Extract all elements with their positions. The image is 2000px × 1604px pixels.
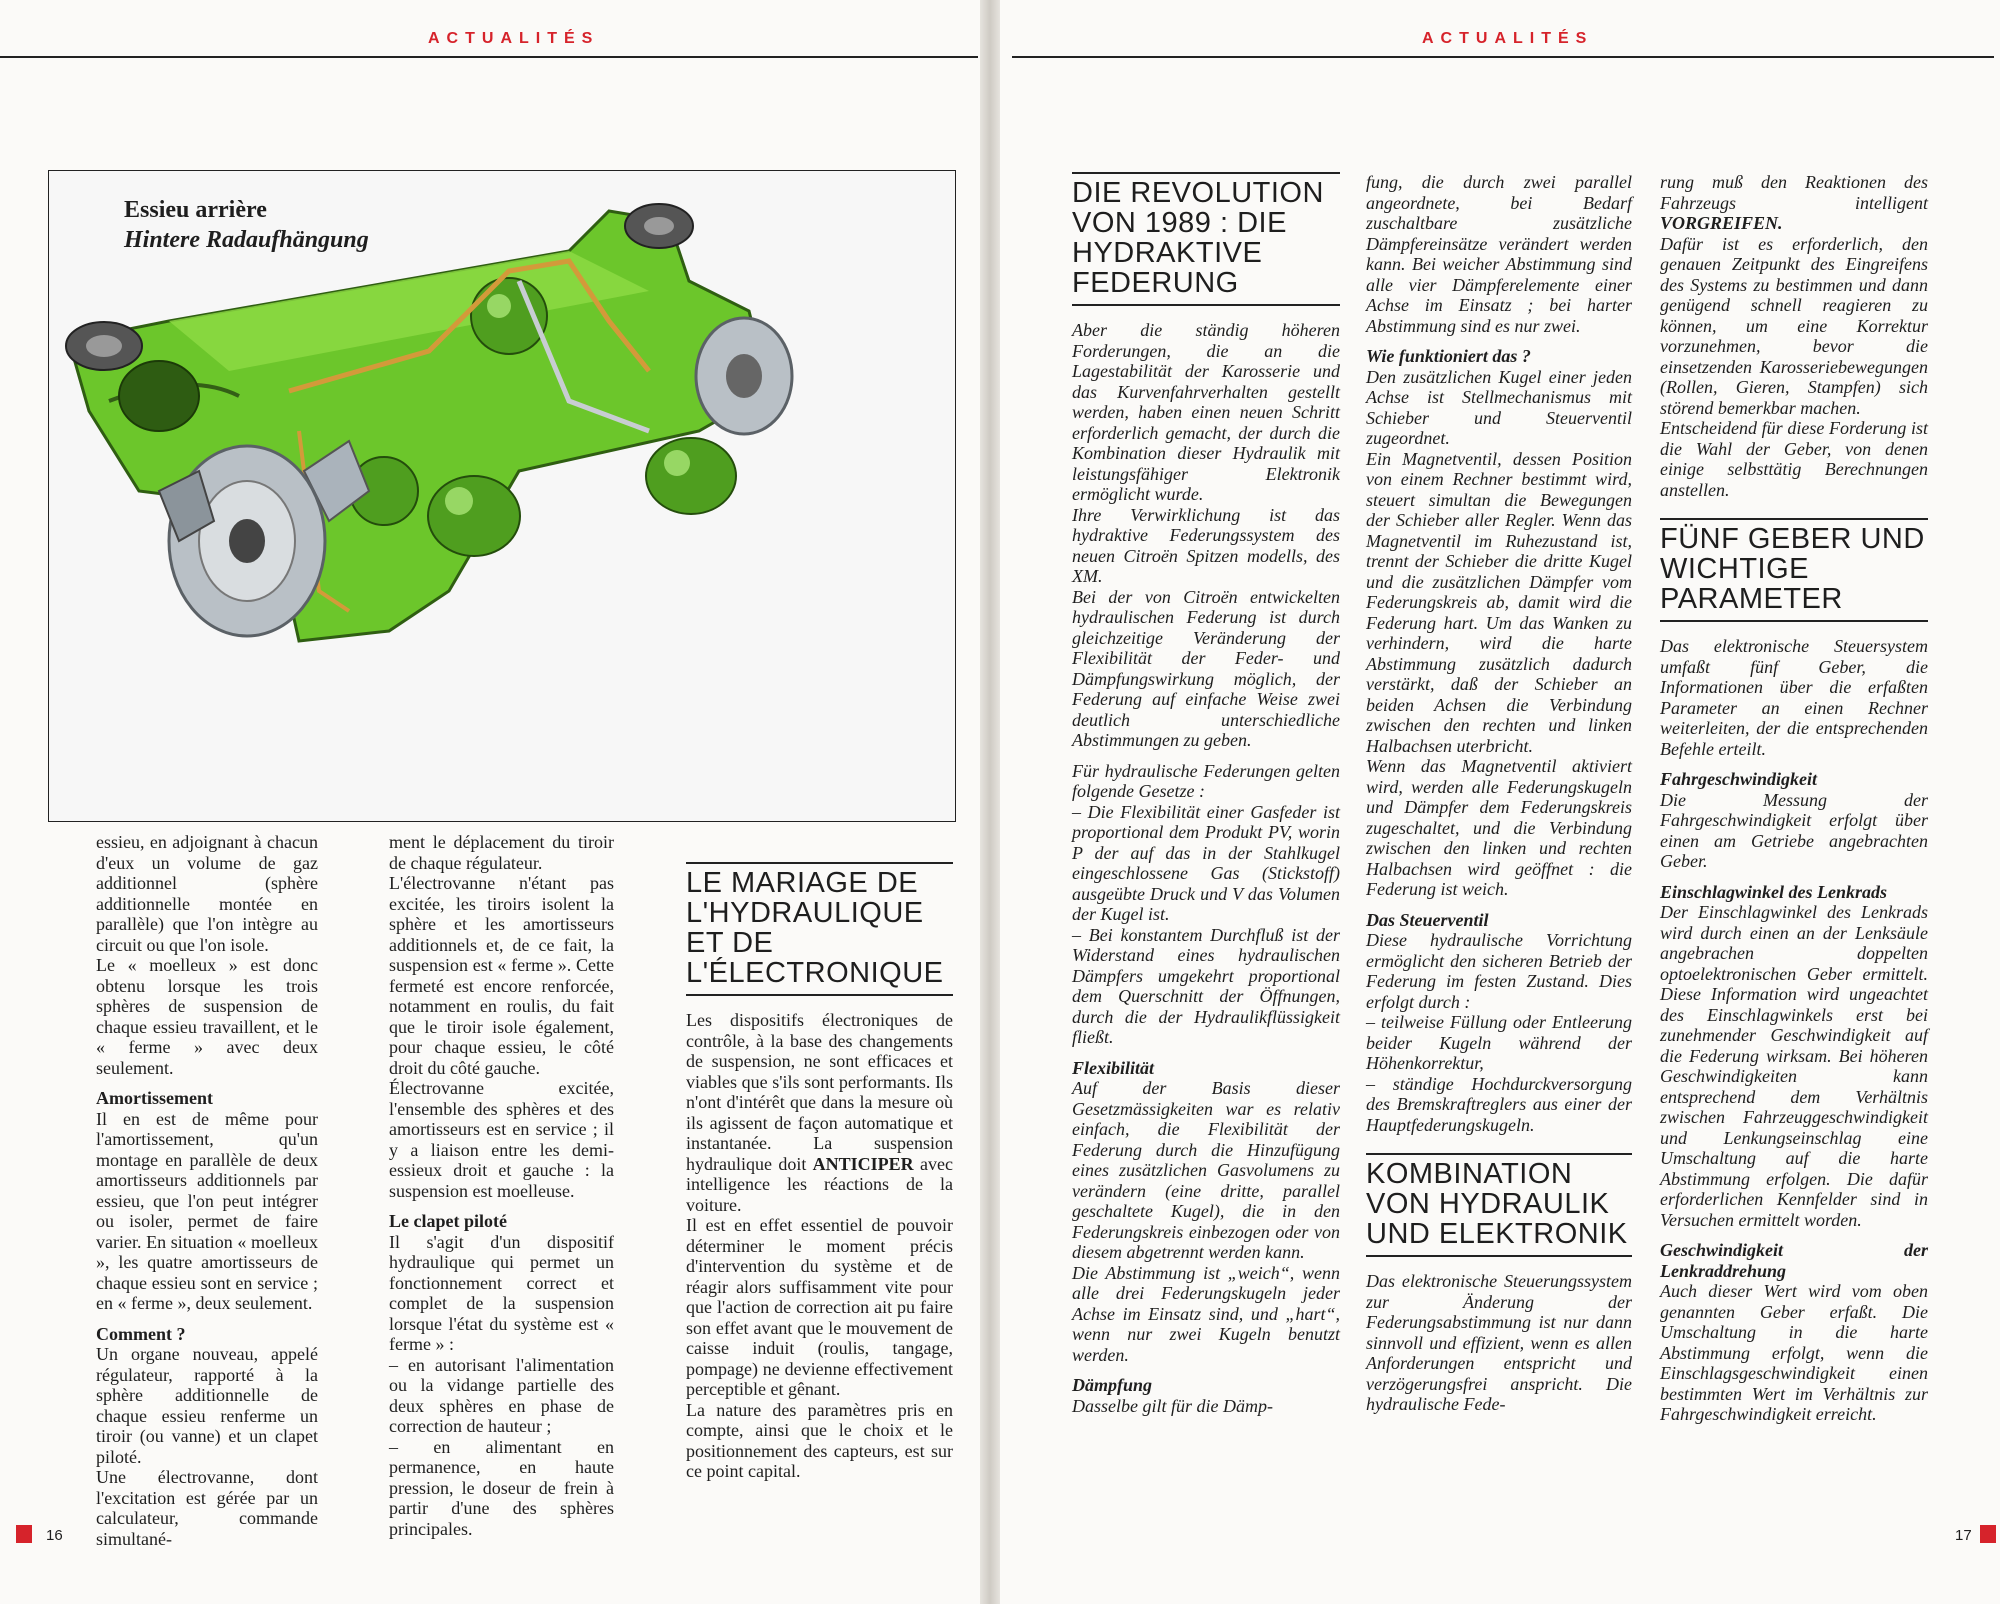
right-mount-center xyxy=(644,217,674,235)
subheading-einschlagwinkel: Einschlagwinkel des Lenkrads xyxy=(1660,881,1888,902)
paragraph: Électrovanne excitée, l'ensemble des sphères et des amortisseurs est en service ; il y a liaison entre les demi-essieux droit et gauche : la suspension est moelleuse. xyxy=(389,1078,614,1201)
header-rule-right xyxy=(1012,56,1994,58)
paragraph: Il est en effet essentiel de pouvoir déterminer le moment précis d'intervention du système et de réagir alors suffisamment vite pour que l'action de correction ait pu faire son effet avant que le mouvement de caisse induit (roulis, tangage, pompage) ne devienne effectivement perceptible et gênant. xyxy=(686,1215,953,1399)
paragraph: Diese hydraulische Vorrichtung ermöglicht den sicheren Betrieb der Federung im festen Zustand. Dies erfolgt durch : xyxy=(1366,930,1632,1012)
left-mount-center xyxy=(86,335,122,357)
paragraph: essieu, en adjoignant à chacun d'eux un volume de gaz additionnel (sphère additionnelle montée en parallèle) que l'on intègre au circuit ou que l'on isole. xyxy=(96,832,318,955)
subheading-steuerventil: Das Steuerventil xyxy=(1366,909,1489,930)
paragraph: Une électrovanne, dont l'excitation est gérée par un calculateur, commande simultané- xyxy=(96,1467,318,1549)
figure-title: Essieu arrière xyxy=(124,197,267,223)
paragraph: ment le déplacement du tiroir de chaque régulateur. xyxy=(389,832,614,873)
paragraph: Bei der von Citroën entwickelten hydraulischen Federung ist durch gleichzeitige Veränderung der Flexibilität der Feder- und Dämpfungswirkung möglich, der Federung auf einfache Weise zwei deutlich unterschiedliche Abstimmungen zu geben. xyxy=(1072,586,1340,750)
paragraph: Den zusätzlichen Kugel einer jeden Achse ist Stellmechanismus mit Schieber und Steuerventil zugeordnet. xyxy=(1366,366,1632,448)
left-col-1 xyxy=(96,832,318,1549)
paragraph: L'électrovanne n'étant pas excitée, les tiroirs isolent la sphère et les amortisseurs additionnels et, de ce fait, la suspension est « ferme ». Cette fermeté est encore renforcée, notamment en roulis, du fait que le tiroir isole également, pour chaque essieu, le côté droit du côté gauche. xyxy=(389,873,614,1078)
subheading-clapet-pilote: Le clapet piloté xyxy=(389,1211,507,1231)
sphere-2 xyxy=(646,438,736,514)
emphasis-vorgreifen: VORGREIFEN. xyxy=(1660,213,1783,233)
emphasis-anticiper: ANTICIPER xyxy=(812,1153,914,1174)
page-left xyxy=(0,0,980,1604)
running-header-right: ACTUALITÉS xyxy=(1422,30,1594,47)
section-title-fuenf-geber: FÜNF GEBER UND WICHTIGE PARAMETER xyxy=(1660,518,1928,622)
paragraph: Il s'agit d'un dispositif hydraulique qui permet un fonctionnement correct et complet de la suspension lorsque l'état du système est « ferme » : xyxy=(389,1231,614,1354)
paragraph: Ihre Verwirklichung ist das hydraktive Federungssystem des neuen Citroën Spitzen modells, des XM. xyxy=(1072,504,1340,586)
page-number-right: 17 xyxy=(1955,1527,1972,1544)
paragraph: – Bei konstantem Durchfluß ist der Widerstand eines hydraulischen Dämpfers umgekehrt proportional dem Querschnitt der Öffnungen, durch die der Hydraulikflüssigkeit fließt. xyxy=(1072,924,1340,1047)
paragraph: – Die Flexibilität einer Gasfeder ist proportional dem Produkt PV, worin P der auf das in der Stahlkugel eingeschlossene Gas (Stickstoff) ausgeübte Druck und V das Volumen der Kugel ist. xyxy=(1072,801,1340,924)
paragraph: Ein Magnetventil, dessen Position von einem Rechner bestimmt wird, steuert simultan die Bewegungen der Schieber aller Regler. Wenn das Magnetventil im Ruhezustand ist, trennt der Schieber die dritte Kugel und die zusätzlichen Dämpfer vom Federungskreis ab, damit wird die Federung hart. Um das Wanken zu verhindern, wird die harte Abstimmung zusätzlich dadurch verstärkt, daß der Schieber an beiden Achsen die Verbindung zwischen den rechten und linken Halbachsen uterbricht. xyxy=(1366,448,1632,756)
paragraph: Auf der Basis dieser Gesetzmässigkeiten war es relativ einfach, die Flexibilität der Federung durch die Hinzufügung eines zusätzlichen Gasvolumens zu verändern (eine dritte, parallel geschaltete Kugel), die in den Federungskreis einbezogen oder von diesem abgetrennt werden kann. xyxy=(1072,1078,1340,1262)
paragraph: Les dispositifs électroniques de contrôle, à la base des changements de suspension, ne sont efficaces et viables que s'ils sont performants. Ils n'ont d'intérêt que dans la mesure où ils agissent de façon automatique et instantanée. La suspension hydraulique doit ANTICIPER avec intelligence les réactions de la voiture. xyxy=(686,1010,953,1215)
rear-axle-illustration xyxy=(48,170,956,822)
right-col-3 xyxy=(1660,172,1928,1425)
subheading-lenkraddrehung: Geschwindigkeit der Lenkraddrehung xyxy=(1660,1240,1928,1281)
page-number-left: 16 xyxy=(46,1527,63,1544)
figure-subtitle: Hintere Radaufhängung xyxy=(124,227,369,253)
page-right xyxy=(1000,0,2000,1604)
subheading-amortissement: Amortissement xyxy=(96,1088,213,1108)
header-rule-left xyxy=(0,56,978,58)
paragraph: Dasselbe gilt für die Dämp- xyxy=(1072,1395,1273,1416)
running-header-left: ACTUALITÉS xyxy=(428,30,600,47)
paragraph: fung, die durch zwei parallel angeordnete, bei Bedarf zuschaltbare zusätzliche Dämpfereinsätze verändert werden kann. Bei weicher Abstimmung sind alle vier Dämpferelemente einer Achse im Einsatz ; bei harter Abstimmung sind es nur zwei. xyxy=(1366,172,1632,336)
paragraph: Die Messung der Fahrgeschwindigkeit erfolgt über einen am Getriebe angebrachten Geber. xyxy=(1660,789,1928,871)
page-marker-right xyxy=(1980,1525,1996,1543)
axle-drawing xyxy=(49,171,955,821)
paragraph: Wenn das Magnetventil aktiviert wird, werden alle Federungskugeln und Dämpfer dem Federungskreis zugeschaltet, und die Verbindung zwischen den linken und rechten Halbachsen wird geöffnet : die Federung ist weich. xyxy=(1366,756,1632,899)
page-marker-left xyxy=(16,1525,32,1543)
subheading-flexibilitaet: Flexibilität xyxy=(1072,1057,1155,1078)
right-col-1 xyxy=(1072,172,1340,1416)
paragraph: – en alimentant en permanence, en haute pression, le doseur de frein à partir d'une des sphères principales. xyxy=(389,1436,614,1539)
paragraph: Der Einschlagwinkel des Lenkrads wird durch einen an der Lenksäule angebrachen doppelten optoelektronischen Geber ermittelt. Diese Information wird ungeachtet des Einschlagwinkels erst bei zunehmender Geschwindigkeit auf die Federung wirksam. Bei höheren Geschwindigkeiten kann entsprechend dem Verhältnis zwischen Fahrzeuggeschwindigkeit und Lenkungseinschlag eine Umschaltung auf die harte Abstimmung erfolgen. Die dafür erforderlichen Kennfelder sind in Versuchen ermittelt worden. xyxy=(1660,902,1928,1230)
paragraph: – teilweise Füllung oder Entleerung beider Kugeln während der Höhenkorrektur, xyxy=(1366,1012,1632,1073)
paragraph: Un organe nouveau, appelé régulateur, rapporté à la sphère additionnelle de chaque essieu renferme un tiroir (ou vanne) et un clapet piloté. xyxy=(96,1344,318,1467)
subheading-fahrgeschwindigkeit: Fahrgeschwindigkeit xyxy=(1660,769,1818,789)
right-hub xyxy=(726,354,762,398)
book-gutter xyxy=(980,0,1000,1604)
left-arm-bore xyxy=(119,361,199,431)
section-title-mariage: LE MARIAGE DE L'HYDRAULIQUE ET DE L'ÉLECTRONIQUE xyxy=(686,862,953,996)
paragraph: Entscheidend für diese Forderung ist die Wahl der Geber, von denen einige selbsttätig Berechnungen anstellen. xyxy=(1660,418,1928,500)
subheading-daempfung: Dämpfung xyxy=(1072,1375,1153,1395)
paragraph: Das elektronische Steuersystem umfaßt fünf Geber, die Informationen über die erfaßten Parameter an einen Rechner weiterleiten, der die entsprechenden Befehle erteilt. xyxy=(1660,636,1928,759)
sphere-4 xyxy=(428,476,520,556)
paragraph: – ständige Hochdurckversorgung des Bremskraftreglers aus einer der Hauptfederungskugeln. xyxy=(1366,1073,1632,1135)
left-hub xyxy=(229,519,265,563)
subheading-wie-funktioniert: Wie funktioniert das ? xyxy=(1366,346,1531,366)
paragraph: Aber die ständig höheren Forderungen, die an die Lagestabilität der Karosserie und das Kurvenfahrverhalten gestellt werden, haben einen neuen Schritt erforderlich gemacht, der durch die Kombination dieser Hydraulik mit leistungsfähiger Elektronik ermöglicht wurde. xyxy=(1072,320,1340,504)
paragraph: Le « moelleux » est donc obtenu lorsque les trois sphères de suspension de chaque essieu travaillent, et le « ferme » avec deux seulement. xyxy=(96,955,318,1078)
section-title-kombination: KOMBINATION VON HYDRAULIK UND ELEKTRONIK xyxy=(1366,1153,1632,1257)
paragraph: – en autorisant l'alimentation ou la vidange partielle des deux sphères en phase de correction de hauteur ; xyxy=(389,1354,614,1436)
right-col-2 xyxy=(1366,172,1632,1415)
paragraph: rung muß den Reaktionen des Fahrzeugs intelligent VORGREIFEN. xyxy=(1660,172,1928,233)
section-title-revolution: DIE REVOLUTION VON 1989 : DIE HYDRAKTIVE FEDERUNG xyxy=(1072,172,1340,306)
paragraph: La nature des paramètres pris en compte, ainsi que le choix et le positionnement des capteurs, est sur ce point capital. xyxy=(686,1399,953,1481)
paragraph: Auch dieser Wert wird vom oben genannten Geber erfaßt. Die Umschaltung in die harte Abstimmung erfolgt, wenn die Einschlagsgeschwindigkeit einen bestimmten Wert im Verhältnis zur Fahrgeschwindigkeit erreicht. xyxy=(1660,1281,1928,1424)
paragraph: Die Abstimmung ist „weich“, wenn alle drei Federungskugeln jeder Achse im Einsatz sind, und „hart“, wenn nur zwei Kugeln benutzt werden. xyxy=(1072,1262,1340,1365)
paragraph: Für hydraulische Federungen gelten folgende Gesetze : xyxy=(1072,760,1340,801)
paragraph: Dafür ist es erforderlich, den genauen Zeitpunkt des Eingreifens des Systems zu bestimmen und dann genügend schnell reagieren zu können, um eine Korrektur vorzunehmen, bevor die einsetzenden Karosseriebewegungen (Rollen, Gieren, Stampfen) sich störend bemerkbar machen. xyxy=(1660,233,1928,418)
paragraph: Il en est de même pour l'amortissement, qu'un montage en parallèle de deux amortisseurs additionnels par essieu, que l'on peut intégrer ou isoler, permet de faire varier. En situation « moelleux », les quatre amortisseurs de chaque essieu sont en service ; en « ferme », deux seulement. xyxy=(96,1108,318,1313)
left-col-3 xyxy=(686,862,953,1482)
left-col-2 xyxy=(389,832,614,1539)
paragraph: Das elektronische Steuerungssystem zur Änderung der Federungsabstimmung ist nur dann sinnvoll und effizient, wenn es allen Anforderungen entspricht und verzögerungsfrei anspricht. Die hydraulische Fede- xyxy=(1366,1271,1632,1414)
subheading-comment: Comment ? xyxy=(96,1323,186,1344)
